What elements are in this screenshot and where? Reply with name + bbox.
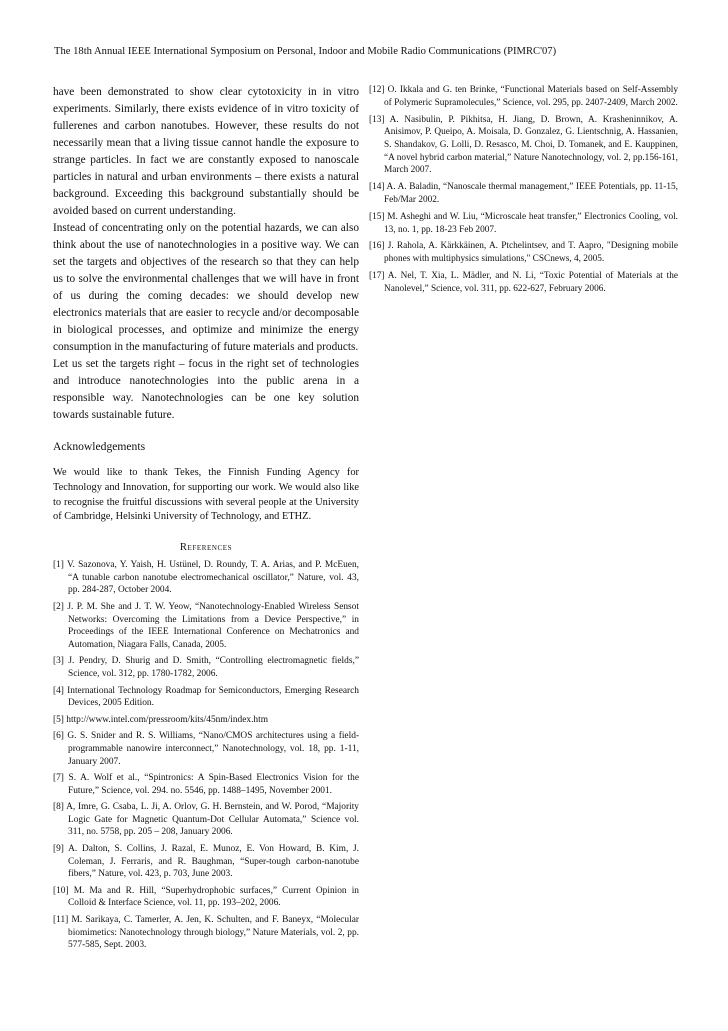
reference-item: [4] International Technology Roadmap for Semiconductors, Emerging Research Devices, 2005 Edition. [53,685,359,709]
reference-item: [1] V. Sazonova, Y. Yaish, H. Ustünel, D. Roundy, T. A. Arias, and P. McEuen, “A tunable carbon nanotube electromechanical oscillator,” Nature, vol. 43, pp. 284-287, October 2004. [53,560,359,596]
reference-item: [7] S. A. Wolf et al., “Spintronics: A Spin-Based Electronics Vision for the Future,” Science, vol. 294. no. 5546, pp. 1488–1495, November 2001. [53,773,359,796]
reference-item: [3] J. Pendry, D. Shurig and D. Smith, “Controlling electromagnetic fields,” Science, vol. 312, pp. 1780-1782, 2006. [53,656,359,679]
reference-item: [15] M. Asheghi and W. Liu, “Microscale heat transfer,” Electronics Cooling, vol. 13, no. 1, pp. 18-23 Feb 2007. [369,211,678,235]
reference-item: [12] O. Ikkala and G. ten Brinke, “Functional Materials based on Self-Assembly of Polymeric Supramolecules,” Science, vol. 295, pp. 2407-2409, March 2002. [369,85,678,108]
reference-item: [14] A. A. Baladin, “Nanoscale thermal management,” IEEE Potentials, pp. 11-15, Feb/Mar 2002. [369,182,678,205]
reference-item: [5] http://www.intel.com/pressroom/kits/45nm/index.htm [53,714,268,725]
acknowledgements-text: We would like to thank Tekes, the Finnish Funding Agency for Technology and Innovation, for supporting our work. We would also like to recognise the fruitful discussions with several people at the University of Cambridge, Helsinki University of Technology, and ETHZ. [53,467,359,523]
reference-item: [13] A. Nasibulin, P. Pikhitsa, H. Jiang, D. Brown, A. Krasheninnikov, A. Anisimov, P. Queipo, A. Moisala, D. Gonzalez, G. Lientschnig, A. Hassanien, S. Shandakov, G. Lolli, D. Resasco, M. Choi, D. Tomanek, and E. Kauppinen, “A novel hybrid carbon material,” Nature Nanotechnology, vol. 2, pp.156-161, March 2007. [369,114,678,176]
body-paragraph-3: Let us set the targets right – focus in the right set of technologies and introduce nanotechnologies into the public arena in a responsible way. Nanotechnologies can be one key solution towards sustainable future. [53,358,359,421]
reference-item: [10] M. Ma and R. Hill, “Superhydrophobic surfaces,” Current Opinion in Colloid & Interface Science, vol. 11, pp. 193–202, 2006. [53,885,359,909]
acknowledgements-heading: Acknowledgements [53,440,146,453]
reference-item: [2] J. P. M. She and J. T. W. Yeow, “Nanotechnology-Enabled Wireless Sensot Networks: Overcoming the Limitations from a Device Perspective,” in Proceedings of the IEEE International Conference on Mechatronics and Automation, Niagara Falls, Canada, 2005. [53,601,359,650]
left-column [53,84,359,956]
reference-item: [11] M. Sarikaya, C. Tamerler, A. Jen, K. Schulten, and F. Baneyx, “Molecular biomimetics: Nanotechnology through biology,” Nature Materials, vol. 2, pp. 577-585, Sept. 2003. [53,915,359,951]
reference-item: [17] A. Nel, T. Xia, L. Mädler, and N. Li, “Toxic Potential of Materials at the Nanolevel,” Science, vol. 311, pp. 622-627, February 2006. [369,271,678,294]
reference-item: [8] A, Imre, G. Csaba, L. Ji, A. Orlov, G. H. Bernstein, and W. Porod, “Majority Logic Gate for Magnetic Quantum-Dot Cellular Automata,” Science vol. 311, no. 5758, pp. 205 – 208, January 2006. [53,802,359,838]
right-column [369,84,678,300]
reference-list-right [369,84,678,295]
reference-item: [16] J. Rahola, A. Kärkkäinen, A. Ptchelintsev, and T. Aapro, "Designing mobile phones with multiphysics simulations," CSCnews, 4, 2005. [369,241,678,265]
body-paragraph-1: have been demonstrated to show clear cytotoxicity in in vitro experiments. Similarly, there exists evidence of in vitro toxicity of fullerenes and carbon nanotubes. However, these results do not necessarily mean that a living tissue cannot handle the exposure to strange particles. In fact we are constantly exposed to nanoscale particles in natural and urban environments – there exists a natural background. Exceeding this background substantially should be avoided based on current understanding. [53,86,359,217]
running-header: The 18th Annual IEEE International Symposium on Personal, Indoor and Mobile Radio Communications (PIMRC'07) [54,46,557,57]
references-heading: References [179,542,233,554]
body-paragraph-2: Instead of concentrating only on the potential hazards, we can also think about the use of nanotechnologies in a positive way. We can set the targets and objectives of the research so that they can help us to solve the environmental challenges that we will have in front of us during the coming decades: we should develop new electronics materials that are easier to recycle and/or decomposable in biological processes, and optimize and minimize the energy consumption in the manufacturing of future materials and products. [53,222,359,353]
reference-item: [9] A. Dalton, S. Collins, J. Razal, E. Munoz, E. Von Howard, B. Kim, J. Coleman, J. Ferraris, and R. Baughman, “Super-tough carbon-nanotube fibers,” Nature, vol. 423, p. 703, June 2003. [53,844,359,880]
reference-item: [6] G. S. Snider and R. S. Williams, “Nano/CMOS architectures using a field-programmable nanowire interconnect,” Nanotechnology, vol. 18, pp. 1-11, January 2007. [53,731,359,767]
reference-list-left [53,559,359,952]
